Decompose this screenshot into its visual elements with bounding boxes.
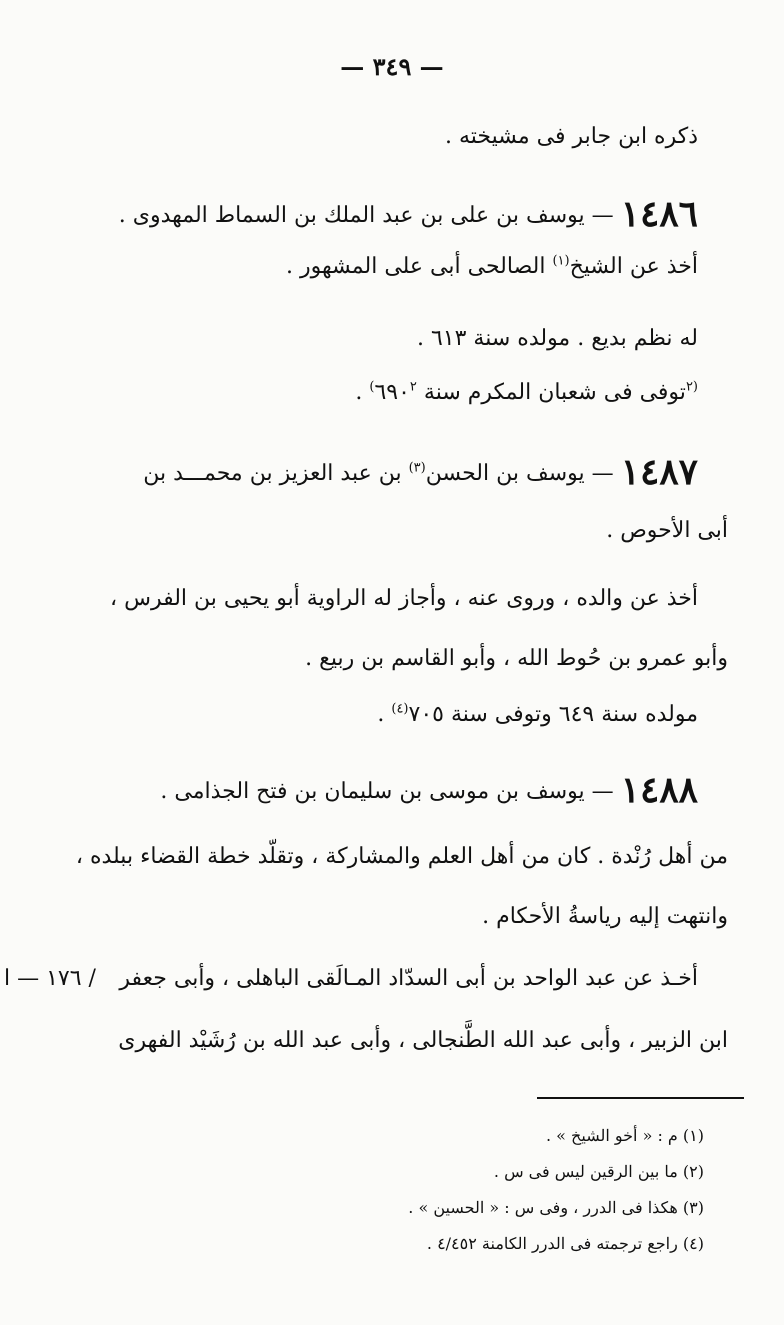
text-line <box>118 1026 728 1056</box>
page-number: — ٣٤٩ — <box>340 52 444 81</box>
line-text: أبى الأحوص . <box>606 518 728 543</box>
line-text: أخذ عن والده ، وروى عنه ، وأجاز له الراوية أبو يحيى بن الفرس ، <box>110 586 698 611</box>
entry-heading-1487 <box>143 452 698 492</box>
footnote-ref: (٣) <box>408 460 426 476</box>
line-text: . <box>355 380 370 405</box>
text-line <box>76 842 728 872</box>
text-line <box>286 252 698 282</box>
entry-title: — يوسف بن على بن عبد الملك بن السماط المهدوى . <box>118 203 621 228</box>
line-text: وانتهت إليه رياسةُ الأحكام . <box>482 904 728 929</box>
line-text: له نظم بديع . مولده سنة ٦١٣ . <box>416 326 698 351</box>
entry-title: — يوسف بن الحسن <box>425 461 621 486</box>
entry-title: بن عبد العزيز بن محمـــد بن <box>143 461 409 486</box>
text-line <box>110 584 698 614</box>
line-text: . <box>377 702 392 727</box>
text-line <box>417 324 698 354</box>
footnote-2: (٢) ما بين الرقين ليس فى س . <box>493 1162 704 1181</box>
footnote-ref: ٢) <box>369 379 417 395</box>
entry-title: — يوسف بن موسى بن سليمان بن فتح الجذامى . <box>160 779 621 804</box>
line-text: أخـذ عن عبد الواحد بن أبى السدّاد المـالَقى الباهلى ، وأبى جعفر <box>119 966 698 991</box>
footnote-3: (٣) هكذا فى الدرر ، وفى س : « الحسين » . <box>408 1198 704 1217</box>
entry-number: ١٤٨٦ <box>620 193 698 235</box>
line-text: ذكره ابن جابر فى مشيخته . <box>445 124 698 149</box>
line-text: توفى فى شعبان المكرم سنة ٦٩٠ <box>374 380 686 405</box>
footnote-divider <box>537 1097 744 1099</box>
footnote-4: (٤) راجع ترجمته فى الدرر الكامنة ٤/٤٥٢ . <box>426 1234 704 1253</box>
entry-number: ١٤٨٨ <box>620 769 698 811</box>
entry-heading-1486 <box>119 194 698 234</box>
folio-marker: / ١٧٦ — ا <box>4 966 96 991</box>
footnote-ref: (٤) <box>391 701 409 717</box>
text-line <box>119 964 698 994</box>
footnote-1: (١) م : « أخو الشيخ » . <box>546 1126 704 1145</box>
entry-number: ١٤٨٧ <box>620 451 698 493</box>
text-line <box>305 644 728 674</box>
line-text: ابن الزبير ، وأبى عبد الله الطَّنجالى ، وأبى عبد الله بن رُشَيْد الفهرى <box>118 1028 728 1053</box>
text-line <box>606 516 728 546</box>
entry-heading-1488 <box>160 770 698 810</box>
text-line <box>355 378 698 408</box>
line-text: وأبو عمرو بن حُوط الله ، وأبو القاسم بن ربيع . <box>305 646 728 671</box>
line-text: أخذ عن الشيخ <box>569 254 698 279</box>
line-text: من أهل رُنْدة . كان من أهل العلم والمشاركة ، وتقلّد خطة القضاء ببلده ، <box>75 844 728 869</box>
line-text: مولده سنة ٦٤٩ وتوفى سنة ٧٠٥ <box>408 702 698 727</box>
text-line <box>445 122 698 152</box>
text-line <box>377 700 698 730</box>
line-text: الصالحى أبى على المشهور . <box>286 254 553 279</box>
text-line <box>482 902 728 932</box>
footnote-ref: (٢ <box>685 379 698 395</box>
footnote-ref: (١) <box>552 253 570 269</box>
